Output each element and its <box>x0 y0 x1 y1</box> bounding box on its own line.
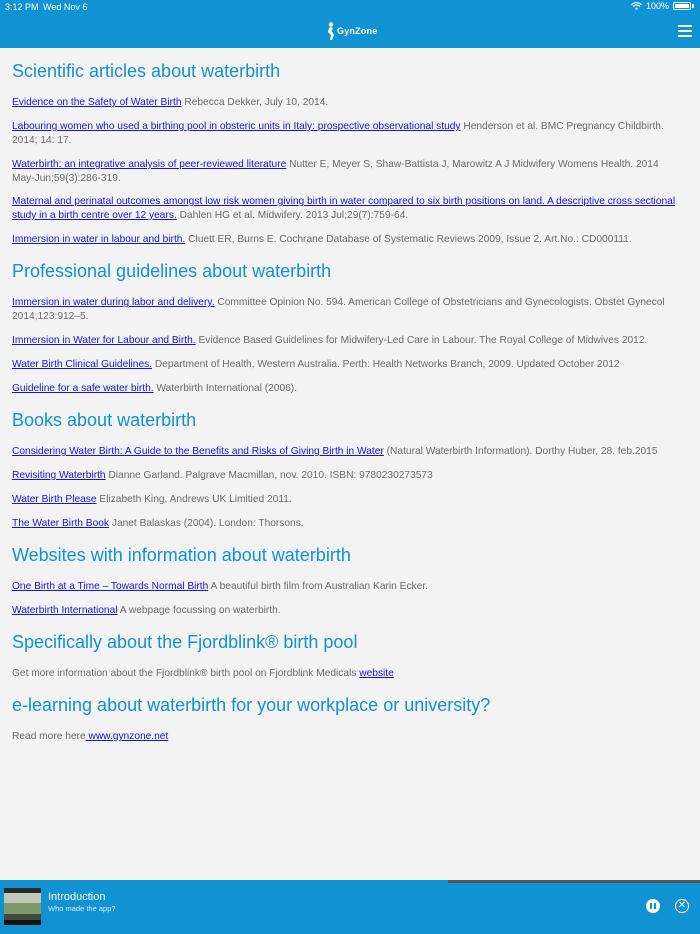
item-detail: Henderson et al. BMC Pregnancy Childbirth. 2014; 14: 17. <box>12 121 664 146</box>
battery-percent: 100% <box>645 1 669 11</box>
fjordblink-website-link[interactable]: website <box>359 668 394 679</box>
website-link[interactable]: Waterbirth International <box>12 605 118 616</box>
menu-button[interactable] <box>678 25 692 37</box>
fjordblink-text <box>12 667 682 681</box>
book-link[interactable]: Revisiting Waterbirth <box>12 470 106 481</box>
item-detail: A webpage focussing on waterbirth. <box>117 605 281 616</box>
battery-tip <box>692 4 694 8</box>
list-item <box>12 96 682 110</box>
list-item <box>12 445 682 459</box>
website-link[interactable]: One Birth at a Time – Towards Normal Birth <box>12 581 209 592</box>
list-item <box>12 382 682 396</box>
wifi-icon <box>631 2 642 10</box>
pause-icon <box>650 903 652 909</box>
list-item <box>12 604 682 618</box>
menu-bar <box>678 30 692 32</box>
heading-websites: Websites with information about waterbirth <box>12 545 351 565</box>
close-icon: ✕ <box>677 900 687 911</box>
logo-figure-icon <box>326 22 335 40</box>
book-link[interactable]: Water Birth Please <box>12 494 97 505</box>
menu-bar <box>678 35 692 37</box>
video-thumbnail[interactable] <box>4 888 41 925</box>
book-link[interactable]: The Water Birth Book <box>12 518 110 529</box>
guideline-link[interactable]: Immersion in water during labor and delivery. <box>12 297 215 308</box>
item-detail: Department of Health, Western Australia. Perth: Health Networks Branch, 2009. Updated October 2012 <box>152 359 620 370</box>
list-item <box>12 358 682 372</box>
list-item <box>12 120 682 148</box>
item-detail: Janet Balaskas (2004). London: Thorsons. <box>109 518 304 529</box>
progress-track <box>0 880 700 883</box>
progress-fill <box>448 880 700 883</box>
book-link[interactable]: Considering Water Birth: A Guide to the Benefits and Risks of Giving Birth in Water <box>12 446 384 457</box>
close-button[interactable] <box>675 899 689 913</box>
heading-books: Books about waterbirth <box>12 410 197 430</box>
item-detail: Read more here <box>12 731 86 742</box>
item-detail: Dahlen HG et al. Midwifery. 2013 Jul;29(7):759-64. <box>176 210 409 221</box>
top-navbar <box>0 14 700 48</box>
list-item <box>12 469 682 483</box>
item-detail: (Natural Waterbirth Information). Dorthy Huber, 28. feb.2015 <box>383 446 658 457</box>
status-right <box>631 1 694 11</box>
list-item <box>12 195 682 223</box>
heading-elearning: e-learning about waterbirth for your workplace or university? <box>12 695 491 715</box>
battery-icon <box>673 2 691 10</box>
article-link[interactable]: Labouring women who used a birthing pool in obsteric units in Italy: prospective observational study <box>12 121 461 132</box>
list-item <box>12 517 682 531</box>
article-link[interactable]: Maternal and perinatal outcomes amongst low risk women giving birth in water compared to six birth positions on land. A descriptive cross sectional study in a birth centre over 12 years. <box>12 196 676 221</box>
gynzone-logo[interactable] <box>326 22 377 40</box>
list-item <box>12 233 682 247</box>
menu-bar <box>678 25 692 27</box>
logo-text: GynZone <box>337 26 378 36</box>
list-item <box>12 158 682 186</box>
article-link[interactable]: Waterbirth: an integrative analysis of peer-reviewed literature <box>12 159 287 170</box>
item-detail: Get more information about the Fjordblink® birth pool on Fjordblink Medicals <box>12 668 360 679</box>
player-title: Introduction <box>48 891 106 903</box>
status-bar <box>0 0 700 14</box>
heading-guidelines: Professional guidelines about waterbirth <box>12 261 332 281</box>
heading-scientific: Scientific articles about waterbirth <box>12 61 281 81</box>
article-link[interactable]: Immersion in water in labour and birth. <box>12 234 186 245</box>
mini-player[interactable] <box>0 880 700 934</box>
list-item <box>12 580 682 594</box>
item-detail: Rebecca Dekker, July 10, 2014. <box>181 97 329 108</box>
item-detail: Nutter E, Meyer S, Shaw-Battista J, Marowitz A J Midwifery Womens Health. 2014 May-Jun;59(3):286-319. <box>12 159 659 184</box>
pause-icon <box>654 903 656 909</box>
list-item <box>12 493 682 507</box>
status-time: 3:12 PM <box>5 2 39 12</box>
item-detail: Evidence Based Guidelines for Midwifery-Led Care in Labour. The Royal College of Midwives 2012. <box>195 335 648 346</box>
list-item <box>12 296 682 324</box>
player-subtitle: Who made the app? <box>48 904 116 913</box>
heading-fjordblink: Specifically about the Fjordblink® birth pool <box>12 632 358 652</box>
list-item <box>12 334 682 348</box>
item-detail: Elizabeth King, Andrews UK Limitied 2011. <box>96 494 292 505</box>
pause-button[interactable] <box>646 899 660 913</box>
guideline-link[interactable]: Water Birth Clinical Guidelines. <box>12 359 153 370</box>
item-detail: Cluett ER, Burns E. Cochrane Database of Systematic Reviews 2009, Issue 2. Art.No.: CD000111. <box>185 234 632 245</box>
gynzone-link[interactable]: www.gynzone.net <box>85 731 169 742</box>
item-detail: Dianne Garland. Palgrave Macmillan, nov. 2010. ISBN: 9780230273573 <box>105 470 433 481</box>
status-date: Wed Nov 6 <box>43 2 88 12</box>
item-detail: A beautiful birth film from Australian Karin Ecker. <box>208 581 428 592</box>
elearning-text <box>12 730 682 744</box>
item-detail: Committee Opinion No. 594. American College of Obstetricians and Gynecologists. Obstet Gynecol 2014;123:912–5. <box>12 297 665 322</box>
guideline-link[interactable]: Guideline for a safe water birth. <box>12 383 154 394</box>
guideline-link[interactable]: Immersion in Water for Labour and Birth. <box>12 335 196 346</box>
item-detail: Waterbirth International (2006). <box>153 383 298 394</box>
article-link[interactable]: Evidence on the Safety of Water Birth <box>12 97 182 108</box>
